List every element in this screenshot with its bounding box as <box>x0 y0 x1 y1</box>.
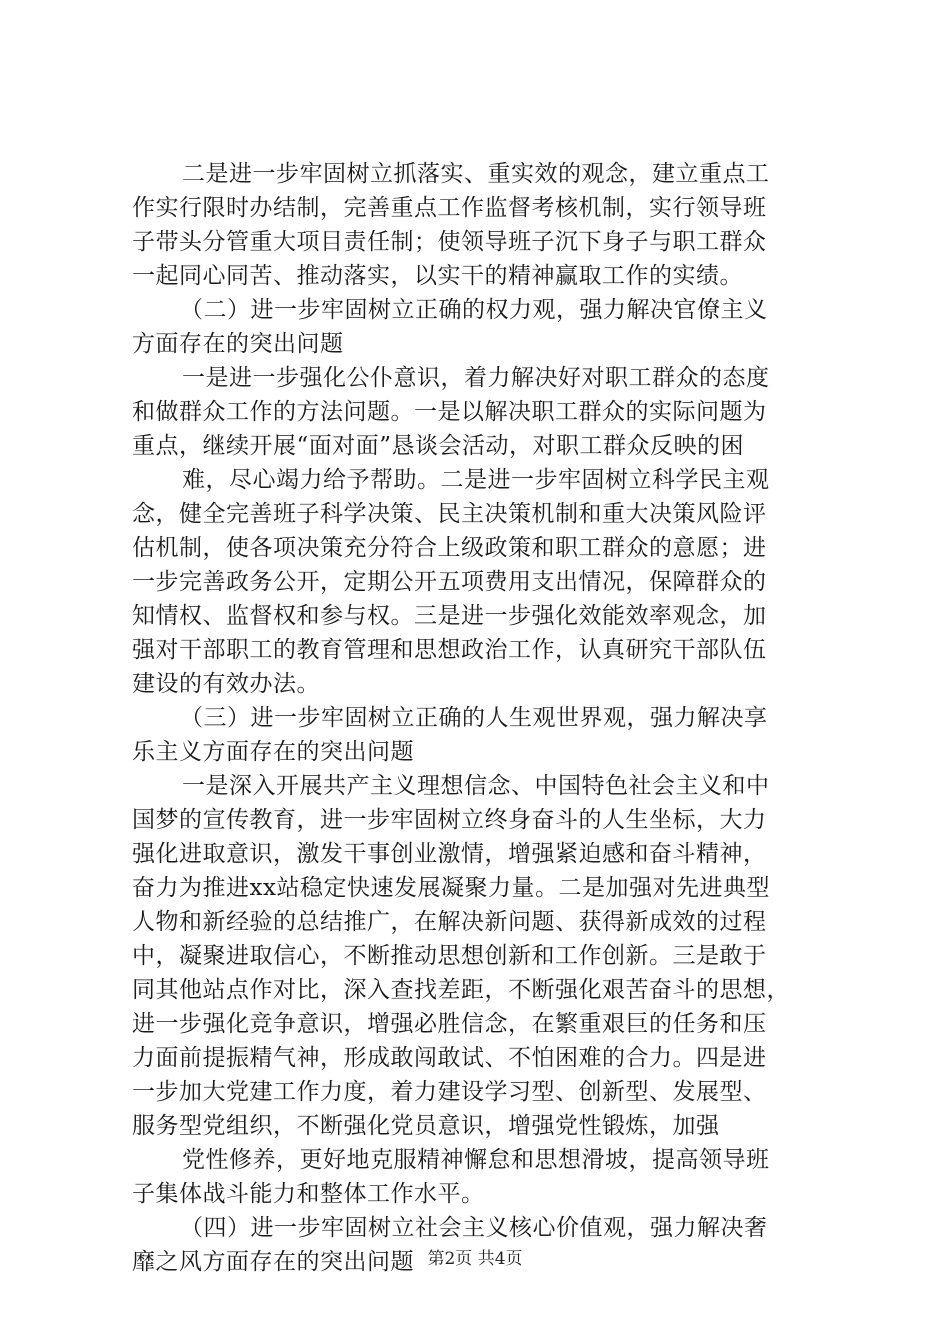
text-line: 建设的有效办法。 <box>132 671 320 697</box>
text-line: 党性修养，更好地克服精神懈怠和思想滑坡，提高领导班 <box>182 1147 770 1173</box>
text-line: 念，健全完善班子科学决策、民主决策机制和重大决策风险评 <box>132 501 767 527</box>
text-line: 一步加大党建工作力度，着力建设学习型、创新型、发展型、 <box>132 1079 767 1105</box>
section-heading: 靡之风方面存在的突出问题 <box>132 1249 414 1275</box>
section-heading: （三）进一步牢固树立正确的人生观世界观，强力解决享 <box>180 705 768 731</box>
text-line: 子集体战斗能力和整体工作水平。 <box>132 1181 485 1207</box>
text-line: 子带头分管重大项目责任制；使领导班子沉下身子与职工群众 <box>132 229 767 255</box>
section-heading: 乐主义方面存在的突出问题 <box>132 739 414 765</box>
text-line: 一起同心同苦、推动落实，以实干的精神赢取工作的实绩。 <box>132 263 743 289</box>
text-line: 一步完善政务公开，定期公开五项费用支出情况，保障群众的 <box>132 569 767 595</box>
text-line: 一是进一步强化公仆意识，着力解决好对职工群众的态度 <box>182 365 770 391</box>
text-line: 和做群众工作的方法问题。一是以解决职工群众的实际问题为 <box>132 399 767 425</box>
page-number: 第2页 共4页 <box>427 1249 523 1269</box>
page-footer <box>0 1247 950 1271</box>
section-heading: 方面存在的突出问题 <box>132 331 344 357</box>
text-line: 知情权、监督权和参与权。三是进一步强化效能效率观念，加 <box>132 603 767 629</box>
text-line: 力面前提振精气神，形成敢闯敢试、不怕困难的合力。四是进 <box>132 1045 767 1071</box>
section-heading: （二）进一步牢固树立正确的权力观，强力解决官僚主义 <box>180 297 768 323</box>
text-line: 同其他站点作对比，深入查找差距，不断强化艰苦奋斗的思想， <box>132 977 790 1003</box>
text-line: 中，凝聚进取信心，不断推动思想创新和工作创新。三是敢于 <box>132 943 767 969</box>
text-line: 一是深入开展共产主义理想信念、中国特色社会主义和中 <box>182 773 770 799</box>
text-line: 难，尽心竭力给予帮助。二是进一步牢固树立科学民主观 <box>182 467 770 493</box>
text-line: 强化进取意识，激发干事创业激情，增强紧迫感和奋斗精神， <box>132 841 767 867</box>
text-line: 国梦的宣传教育，进一步牢固树立终身奋斗的人生坐标，大力 <box>132 807 767 833</box>
text-line: 人物和新经验的总结推广，在解决新问题、获得新成效的过程 <box>132 909 767 935</box>
text-line: 进一步强化竞争意识，增强必胜信念，在繁重艰巨的任务和压 <box>132 1011 767 1037</box>
text-line: 强对干部职工的教育管理和思想政治工作，认真研究干部队伍 <box>132 637 767 663</box>
text-line: 估机制，使各项决策充分符合上级政策和职工群众的意愿；进 <box>132 535 767 561</box>
text-line: 二是进一步牢固树立抓落实、重实效的观念，建立重点工 <box>182 161 770 187</box>
text-line: 作实行限时办结制，完善重点工作监督考核机制，实行领导班 <box>132 195 767 221</box>
text-line: 服务型党组织，不断强化党员意识，增强党性锻炼，加强 <box>132 1113 720 1139</box>
section-heading: （四）进一步牢固树立社会主义核心价值观，强力解决奢 <box>180 1215 768 1241</box>
text-line: 重点，继续开展“面对面”恳谈会活动，对职工群众反映的困 <box>132 433 745 459</box>
text-line: 奋力为推进xx站稳定快速发展凝聚力量。二是加强对先进典型 <box>132 875 770 901</box>
